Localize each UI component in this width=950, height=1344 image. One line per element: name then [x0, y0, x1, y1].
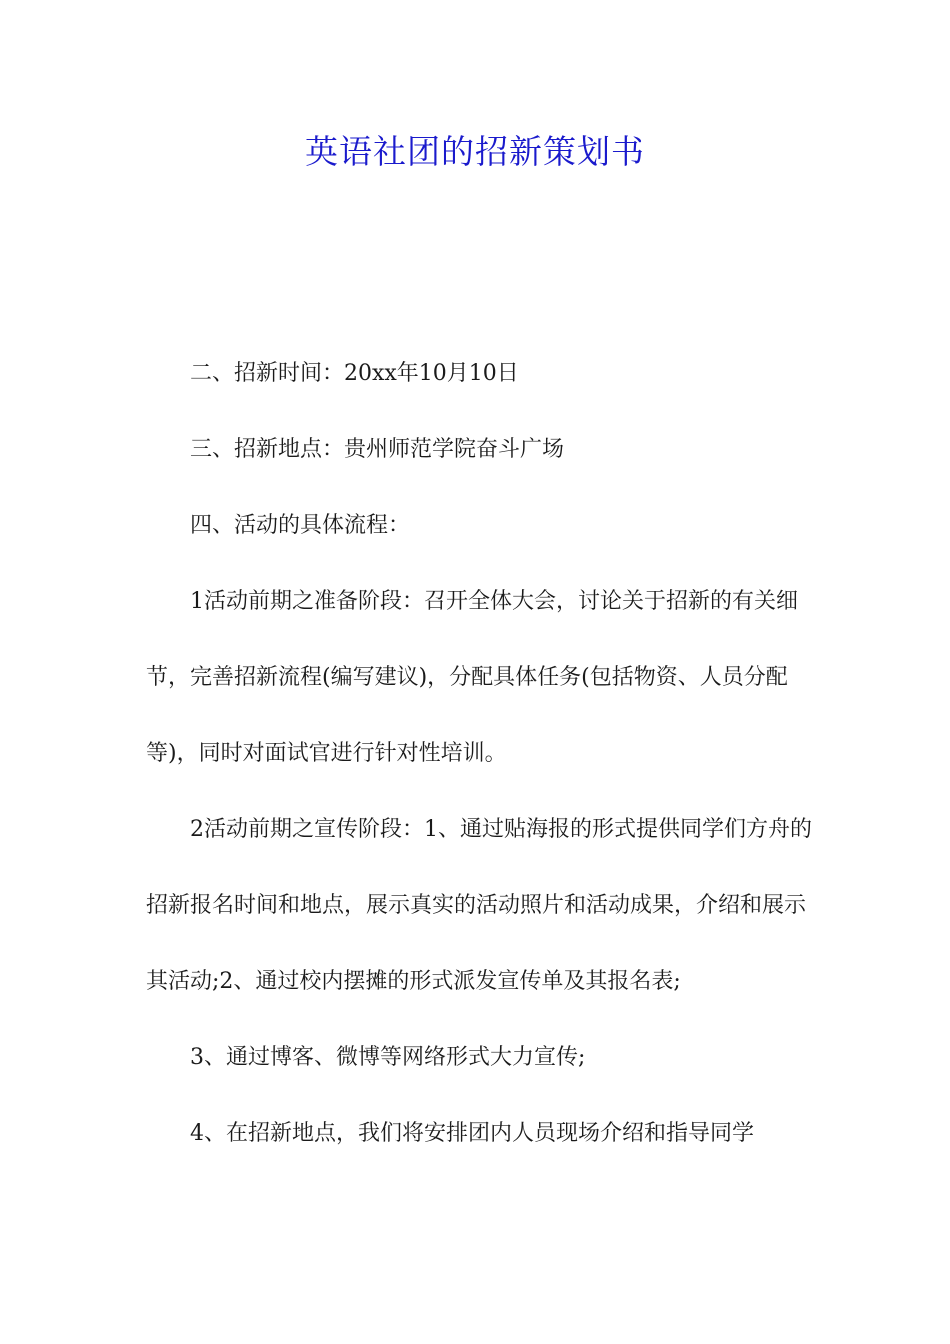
document-title: 英语社团的招新策划书 — [305, 132, 645, 171]
paragraph-publicity-stage: 2活动前期之宣传阶段：1、通过贴海报的形式提供同学们方舟的招新报名时间和地点，展示真实的活动照片和活动成果，介绍和展示其活动;2、通过校内摆摊的形式派发宣传单及其报名表; — [146, 817, 812, 994]
paragraph-recruit-location: 三、招新地点：贵州师范学院奋斗广场 — [190, 437, 565, 462]
document-body — [146, 336, 826, 1172]
paragraph-preparation-stage: 1活动前期之准备阶段：召开全体大会，讨论关于招新的有关细节，完善招新流程(编写建议)，分配具体任务(包括物资、人员分配等)，同时对面试官进行针对性培训。 — [146, 589, 798, 766]
paragraph-process-heading: 四、活动的具体流程： — [190, 513, 411, 538]
paragraph-recruit-time: 二、招新时间：20xx年10月10日 — [190, 361, 519, 386]
paragraph-onsite-guidance: 4、在招新地点，我们将安排团内人员现场介绍和指导同学 — [190, 1121, 754, 1146]
paragraph-online-publicity: 3、通过博客、微博等网络形式大力宣传; — [190, 1045, 586, 1070]
